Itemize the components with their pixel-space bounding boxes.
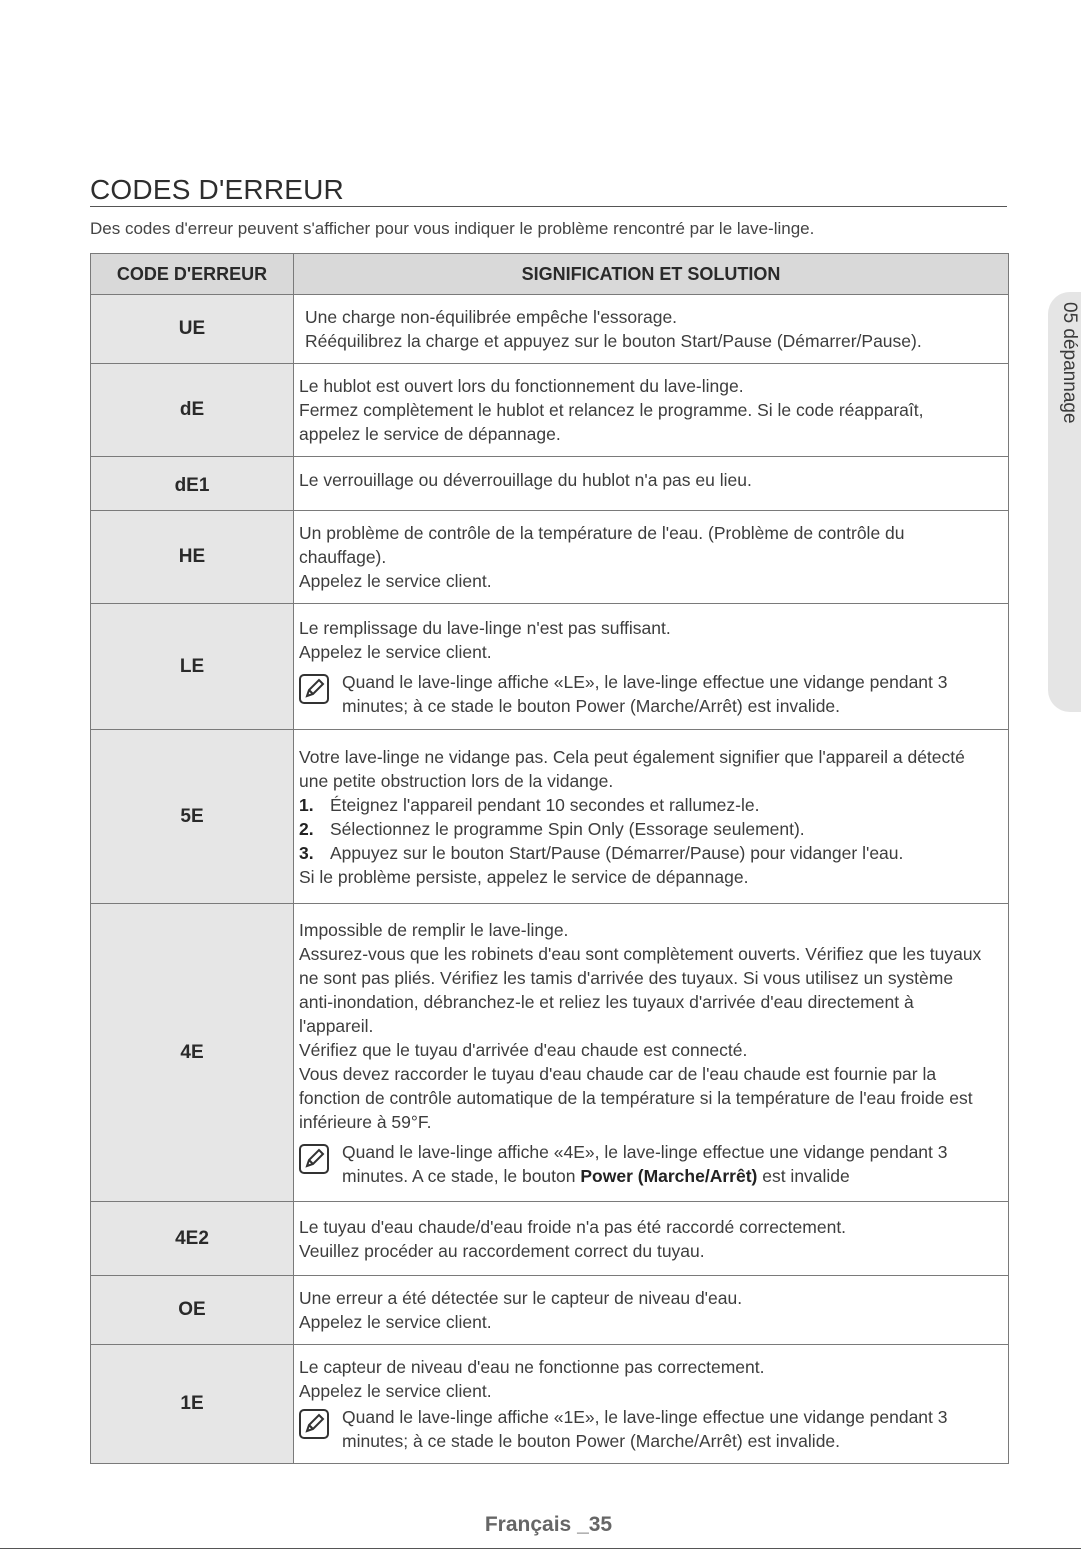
error-description [294, 364, 1009, 457]
header-meaning: SIGNIFICATION ET SOLUTION [294, 254, 1009, 295]
description-line: Le capteur de niveau d'eau ne fonctionne pas correctement. [299, 1357, 765, 1377]
table-row [91, 1276, 1009, 1345]
description-line: Appelez le service client. [299, 641, 492, 662]
description-line: Appelez le service client. [299, 1381, 492, 1401]
table-row [91, 904, 1009, 1202]
error-code: LE [91, 604, 294, 730]
error-code: 4E2 [91, 1202, 294, 1276]
error-code: dE [91, 364, 294, 457]
step-text: Appuyez sur le bouton Start/Pause (Démarrer/Pause) pour vidanger l'eau. [330, 842, 904, 863]
description-line: Vérifiez que le tuyau d'arrivée d'eau chaude est connecté. [299, 1039, 748, 1060]
note-text-part: Quand le lave-linge affiche «4E», le lave-linge effectue une vidange pendant 3 minutes. A ce stade, le bouton [342, 1141, 948, 1186]
description-line: Appelez le service client. [299, 571, 492, 591]
note [299, 1140, 988, 1188]
step-number: 1. [299, 794, 314, 815]
table-header-row [91, 254, 1009, 295]
step-number: 2. [299, 818, 314, 839]
error-code: 1E [91, 1345, 294, 1464]
description-line: Si le problème persiste, appelez le service de dépannage. [299, 866, 749, 887]
description-line: Vous devez raccorder le tuyau d'eau chaude car de l'eau chaude est fournie par la fonction de contrôle automatique de la température si la température de l'eau froide est inférieure à 59°F. [299, 1063, 973, 1132]
list-item [299, 793, 988, 817]
description-line: Le tuyau d'eau chaude/d'eau froide n'a pas été raccordé correctement. [299, 1216, 847, 1237]
step-number: 3. [299, 842, 314, 863]
note-text [342, 1140, 988, 1188]
table-row [91, 511, 1009, 604]
description-line: Fermez complètement le hublot et relancez le programme. Si le code réapparaît, appelez le service de dépannage. [299, 400, 924, 444]
note-pencil-icon [299, 674, 329, 704]
note [299, 1405, 988, 1453]
error-description [294, 730, 1009, 904]
error-description [294, 1345, 1009, 1464]
note-text-part: est invalide [757, 1165, 850, 1186]
step-text: Éteignez l'appareil pendant 10 secondes et rallumez-le. [330, 794, 760, 815]
note-text: Quand le lave-linge affiche «LE», le lave-linge effectue une vidange pendant 3 minutes; à ce stade le bouton Power (Marche/Arrêt) est invalide. [342, 671, 948, 716]
description-line: Appelez le service client. [299, 1312, 492, 1332]
table-row [91, 295, 1009, 364]
error-description [294, 1276, 1009, 1345]
note-text: Quand le lave-linge affiche «1E», le lave-linge effectue une vidange pendant 3 minutes; à ce stade le bouton Power (Marche/Arrêt) est invalide. [342, 1407, 948, 1451]
header-code: CODE D'ERREUR [91, 254, 294, 295]
error-code: UE [91, 295, 294, 364]
bottom-divider [0, 1548, 1081, 1549]
error-description [294, 457, 1009, 511]
error-codes-table [90, 253, 1009, 1464]
title-divider [90, 206, 1007, 207]
page-footer: Français _35 [484, 1513, 613, 1536]
error-description [294, 511, 1009, 604]
error-code: HE [91, 511, 294, 604]
description-line: Une erreur a été détectée sur le capteur de niveau d'eau. [299, 1288, 743, 1308]
table-row [91, 1345, 1009, 1464]
description-line: Rééquilibrez la charge et appuyez sur le bouton Start/Pause (Démarrer/Pause). [305, 331, 922, 351]
description-line: Un problème de contrôle de la température de l'eau. (Problème de contrôle du chauffage). [299, 523, 905, 567]
description-line: Le remplissage du lave-linge n'est pas suffisant. [299, 617, 671, 638]
description-line: Assurez-vous que les robinets d'eau sont complètement ouverts. Vérifiez que les tuyaux ne sont pas pliés. Vérifiez les tamis d'arrivée des tuyaux. Si vous utilisez un système anti-inondation, débranchez-le et reliez les tuyaux d'arrivée d'eau directement à l'appareil. [299, 943, 982, 1036]
error-code: 5E [91, 730, 294, 904]
error-description [294, 1202, 1009, 1276]
table-row [91, 1202, 1009, 1276]
note-pencil-icon [299, 1144, 329, 1174]
note-pencil-icon [299, 1409, 329, 1439]
table-row [91, 604, 1009, 730]
list-item [299, 817, 988, 841]
error-description [294, 295, 1009, 364]
step-text: Sélectionnez le programme Spin Only (Essorage seulement). [330, 818, 805, 839]
error-code: dE1 [91, 457, 294, 511]
error-code: 4E [91, 904, 294, 1202]
chapter-tab-label: 05 dépannage [1059, 302, 1080, 424]
description-line: Le hublot est ouvert lors du fonctionnement du lave-linge. [299, 376, 744, 396]
note-text-bold: Power (Marche/Arrêt) [580, 1165, 758, 1186]
error-description [294, 904, 1009, 1202]
list-item [299, 841, 988, 865]
description-line: Votre lave-linge ne vidange pas. Cela peut également signifier que l'appareil a détecté une petite obstruction lors de la vidange. [299, 746, 965, 791]
page-title: CODES D'ERREUR [90, 174, 344, 205]
description-line: Une charge non-équilibrée empêche l'essorage. [305, 307, 678, 327]
error-description [294, 604, 1009, 730]
table-row [91, 364, 1009, 457]
description-line: Impossible de remplir le lave-linge. [299, 919, 569, 940]
description-line: Veuillez procéder au raccordement correct du tuyau. [299, 1240, 705, 1261]
description-line: Le verrouillage ou déverrouillage du hublot n'a pas eu lieu. [299, 470, 752, 490]
table-row [91, 457, 1009, 511]
note [299, 670, 988, 718]
intro-text: Des codes d'erreur peuvent s'afficher pour vous indiquer le problème rencontré par le lave-linge. [90, 219, 815, 238]
error-code: OE [91, 1276, 294, 1345]
table-row [91, 730, 1009, 904]
